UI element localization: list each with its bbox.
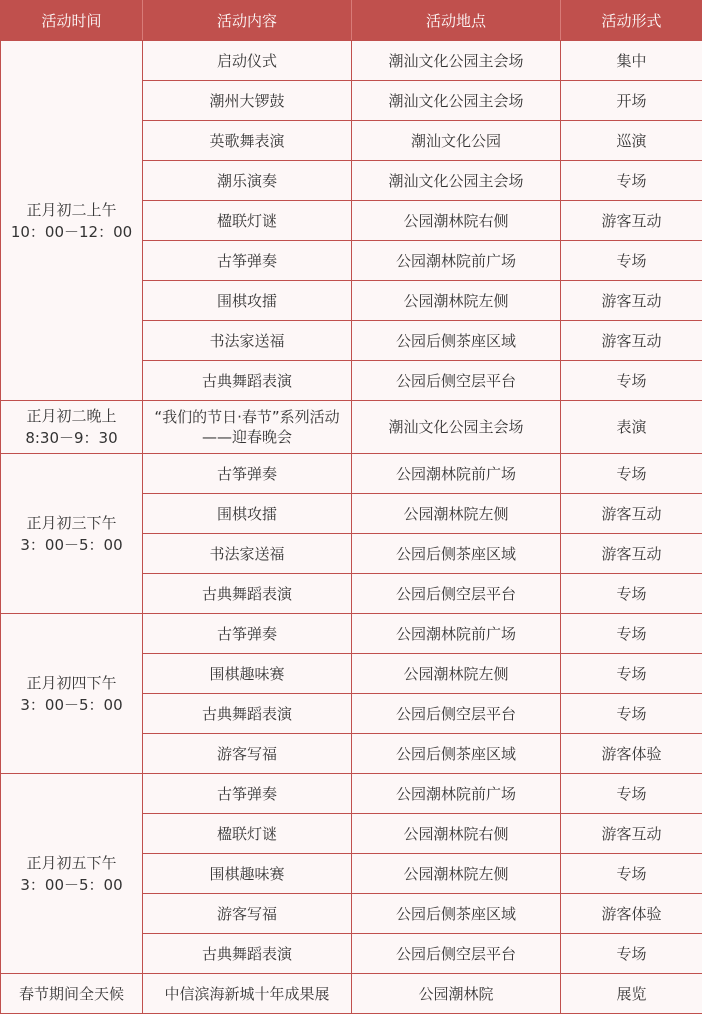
form-cell: 游客体验 [561, 734, 702, 774]
content-text: 书法家送福 [209, 331, 285, 350]
content-cell [143, 734, 352, 774]
place-cell: 公园后侧空层平台 [352, 934, 561, 974]
content-cell [143, 321, 352, 361]
time-cell [1, 401, 143, 454]
place-cell: 公园后侧空层平台 [352, 361, 561, 401]
content-text: 围棋攻擂 [216, 504, 277, 523]
place-cell: 公园潮林院前广场 [352, 774, 561, 814]
place-cell: 潮汕文化公园主会场 [352, 161, 561, 201]
place-cell: 公园潮林院前广场 [352, 614, 561, 654]
content-cell [143, 974, 352, 1014]
place-cell: 公园后侧茶座区域 [352, 321, 561, 361]
content-text: 古筝弹奏 [216, 784, 277, 803]
place-cell: 公园后侧茶座区域 [352, 734, 561, 774]
table-row [1, 974, 702, 1014]
time-text: 正月初二晚上 [26, 407, 117, 425]
form-cell: 游客互动 [561, 814, 702, 854]
time-text: 10：00－12：00 [10, 222, 133, 241]
content-cell [143, 361, 352, 401]
place-cell: 公园潮林院左侧 [352, 654, 561, 694]
place-cell: 公园潮林院前广场 [352, 241, 561, 281]
content-text: 围棋趣味赛 [209, 864, 285, 883]
form-cell: 游客互动 [561, 321, 702, 361]
content-cell [143, 41, 352, 81]
form-cell: 专场 [561, 454, 702, 494]
form-cell: 游客互动 [561, 534, 702, 574]
time-cell [1, 614, 143, 774]
place-cell: 公园潮林院右侧 [352, 814, 561, 854]
form-cell: 专场 [561, 241, 702, 281]
content-cell [143, 694, 352, 734]
content-cell [143, 934, 352, 974]
content-text: 启动仪式 [216, 51, 277, 70]
time-text: 3：00－5：00 [20, 535, 123, 554]
content-text: ——迎春晚会 [201, 428, 292, 446]
time-cell [1, 454, 143, 614]
content-cell [143, 494, 352, 534]
time-cell [1, 41, 143, 401]
time-cell [1, 774, 143, 974]
time-text: 正月初五下午 [26, 853, 117, 872]
place-cell: 公园潮林院 [352, 974, 561, 1014]
time-text: 3：00－5：00 [20, 695, 123, 714]
content-text: 潮乐演奏 [216, 171, 277, 190]
header-row [1, 1, 702, 41]
place-cell: 潮汕文化公园主会场 [352, 401, 561, 454]
content-cell [143, 654, 352, 694]
content-cell [143, 854, 352, 894]
content-text: 楹联灯谜 [216, 824, 277, 843]
content-text: 游客写福 [216, 904, 277, 923]
table-row [1, 614, 702, 654]
time-text: 正月初三下午 [26, 513, 117, 532]
content-cell [143, 814, 352, 854]
content-cell [143, 241, 352, 281]
form-cell: 游客体验 [561, 894, 702, 934]
content-cell [143, 161, 352, 201]
form-cell: 专场 [561, 361, 702, 401]
form-cell: 游客互动 [561, 201, 702, 241]
time-text: 正月初二上午 [26, 200, 117, 219]
content-text: 古筝弹奏 [216, 464, 277, 483]
place-cell: 公园潮林院左侧 [352, 281, 561, 321]
place-cell: 公园潮林院右侧 [352, 201, 561, 241]
form-cell: 集中 [561, 41, 702, 81]
content-text: 古典舞蹈表演 [201, 371, 292, 390]
content-text: 古筝弹奏 [216, 251, 277, 270]
content-cell [143, 454, 352, 494]
content-cell [143, 894, 352, 934]
content-cell [143, 201, 352, 241]
content-cell [143, 774, 352, 814]
form-cell: 专场 [561, 574, 702, 614]
form-cell: 游客互动 [561, 494, 702, 534]
place-cell: 潮汕文化公园主会场 [352, 81, 561, 121]
form-cell: 专场 [561, 161, 702, 201]
table-row [1, 401, 702, 454]
place-cell: 公园潮林院左侧 [352, 854, 561, 894]
form-cell: 表演 [561, 401, 702, 454]
content-cell [143, 281, 352, 321]
content-cell [143, 81, 352, 121]
content-text: 古典舞蹈表演 [201, 584, 292, 603]
form-cell: 专场 [561, 614, 702, 654]
form-cell: 游客互动 [561, 281, 702, 321]
content-cell [143, 574, 352, 614]
schedule-body [1, 41, 702, 1014]
content-cell [143, 614, 352, 654]
content-text: 书法家送福 [209, 544, 285, 563]
content-text: 中信滨海新城十年成果展 [164, 984, 330, 1003]
header-time: 活动时间 [1, 1, 143, 41]
place-cell: 潮汕文化公园主会场 [352, 41, 561, 81]
form-cell: 开场 [561, 81, 702, 121]
header-form: 活动形式 [561, 1, 702, 41]
content-text: 楹联灯谜 [216, 211, 277, 230]
form-cell: 专场 [561, 774, 702, 814]
content-cell [143, 401, 352, 454]
content-cell [143, 534, 352, 574]
form-cell: 专场 [561, 694, 702, 734]
header-place: 活动地点 [352, 1, 561, 41]
place-cell: 公园潮林院前广场 [352, 454, 561, 494]
time-text: 8:30－9：30 [25, 429, 118, 447]
form-cell: 展览 [561, 974, 702, 1014]
content-cell [143, 121, 352, 161]
form-cell: 专场 [561, 854, 702, 894]
table-row [1, 41, 702, 81]
content-text: 游客写福 [216, 744, 277, 763]
content-text: “我们的节日·春节”系列活动 [154, 408, 340, 426]
place-cell: 公园后侧空层平台 [352, 694, 561, 734]
table-row [1, 774, 702, 814]
content-text: 潮州大锣鼓 [209, 91, 285, 110]
content-text: 古典舞蹈表演 [201, 704, 292, 723]
form-cell: 专场 [561, 934, 702, 974]
place-cell: 公园后侧茶座区域 [352, 534, 561, 574]
content-text: 围棋攻擂 [216, 291, 277, 310]
time-text: 春节期间全天候 [18, 984, 124, 1003]
content-text: 古筝弹奏 [216, 624, 277, 643]
content-text: 英歌舞表演 [209, 131, 285, 150]
content-text: 围棋趣味赛 [209, 664, 285, 683]
time-cell [1, 974, 143, 1014]
place-cell: 公园潮林院左侧 [352, 494, 561, 534]
time-text: 正月初四下午 [26, 673, 117, 692]
content-text: 古典舞蹈表演 [201, 944, 292, 963]
place-cell: 潮汕文化公园 [352, 121, 561, 161]
time-text: 3：00－5：00 [20, 875, 123, 894]
table-row [1, 454, 702, 494]
form-cell: 专场 [561, 654, 702, 694]
header-content: 活动内容 [143, 1, 352, 41]
place-cell: 公园后侧空层平台 [352, 574, 561, 614]
place-cell: 公园后侧茶座区域 [352, 894, 561, 934]
form-cell: 巡演 [561, 121, 702, 161]
